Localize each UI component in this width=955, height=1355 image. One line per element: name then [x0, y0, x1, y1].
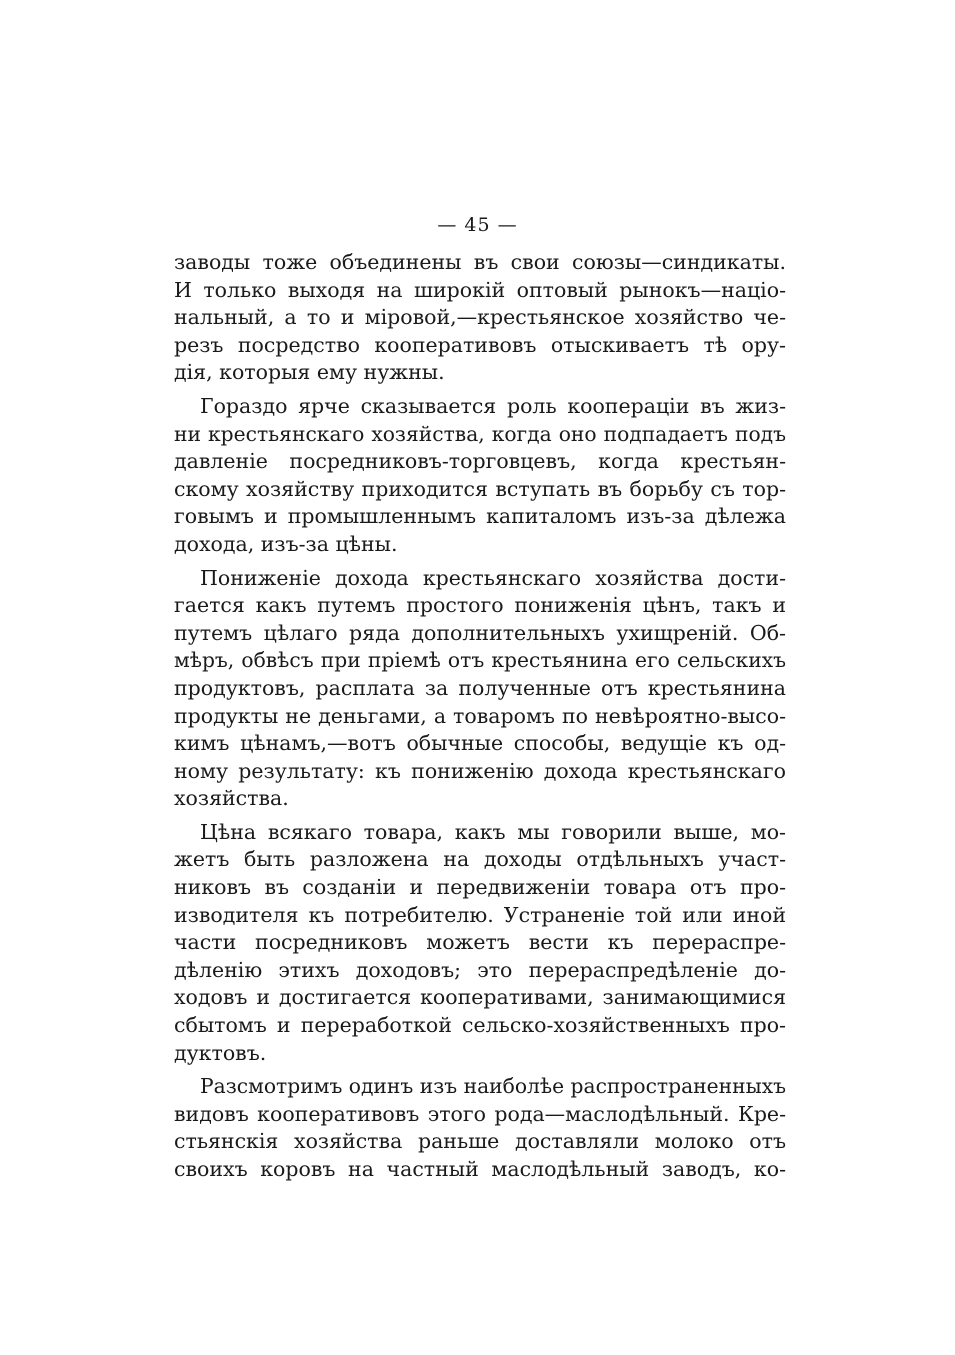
text-line: ному результату: къ пониженію дохода крестьянскаго [174, 758, 786, 783]
text-line: Пониженіе дохода крестьянскаго хозяйства дости- [200, 565, 786, 590]
text-line: дія, которыя ему нужны. [174, 360, 445, 385]
text-line: мѣръ, обвѣсъ при пріемѣ отъ крестьянина его сельскихъ [174, 648, 786, 673]
text-line: нальный, а то и міровой,—крестьянское хозяйство че- [174, 305, 786, 330]
text-line: дуктовъ. [174, 1040, 267, 1065]
text-line: дѣленію этихъ доходовъ; это перераспредѣленіе до- [174, 957, 786, 982]
text-line: своихъ коровъ на частный маслодѣльный заводъ, ко- [174, 1157, 786, 1181]
text-line: кимъ цѣнамъ,—вотъ обычные способы, ведущіе къ од- [174, 731, 786, 756]
text-line: стьянскія хозяйства раньше доставляли молоко отъ [174, 1129, 786, 1154]
text-line: гается какъ путемъ простого пониженія цѣнъ, такъ и [174, 593, 786, 618]
text-line: говымъ и промышленнымъ капиталомъ изъ-за дѣлежа [174, 504, 786, 529]
text-line: ходовъ и достигается кооперативами, занимающимися [174, 985, 786, 1010]
text-line: заводы тоже объединены въ свои союзы—синдикаты. [174, 250, 786, 274]
text-line: скому хозяйству приходится вступать въ борьбу съ тор- [174, 476, 786, 501]
text-line: Цѣна всякаго товара, какъ мы говорили выше, мо- [200, 819, 786, 844]
text-line: Гораздо ярче сказывается роль кооперацiи въ жиз- [200, 393, 786, 418]
page-number: — 45 — [437, 214, 518, 236]
text-line: дохода, изъ-за цѣны. [174, 531, 398, 556]
text-line: сбытомъ и переработкой сельско-хозяйственныхъ про- [174, 1013, 786, 1038]
text-line: резъ посредство кооперативовъ отыскиваетъ тѣ ору- [174, 332, 786, 357]
paragraph [174, 1073, 786, 1183]
text-line: части посредниковъ можетъ вести къ перераспре- [174, 930, 786, 955]
paragraph [174, 393, 786, 559]
text-line: продуктовъ, расплата за полученные отъ крестьянина [174, 675, 786, 700]
text-line: давленіе посредниковъ-торговцевъ, когда крестьян- [174, 449, 786, 474]
paragraph [174, 249, 786, 387]
paragraph [174, 565, 786, 813]
body-text [174, 249, 786, 1190]
text-line: продукты не деньгами, а товаромъ по невѣроятно-высо- [174, 703, 786, 728]
text-line: И только выходя на широкій оптовый рынокъ—націо- [174, 277, 786, 302]
text-line: изводителя къ потребителю. Устраненіе той или иной [174, 902, 786, 927]
paragraph [174, 819, 786, 1067]
text-line: путемъ цѣлаго ряда дополнительныхъ ухищреній. Об- [174, 620, 786, 645]
text-line: жетъ быть разложена на доходы отдѣльныхъ участ- [174, 847, 786, 872]
text-line: видовъ кооперативовъ этого рода—маслодѣльный. Кре- [174, 1101, 786, 1126]
text-line: никовъ въ созданіи и передвиженіи товара отъ про- [174, 875, 786, 900]
text-line: хозяйства. [174, 786, 289, 811]
text-line: Разсмотримъ одинъ изъ наиболѣе распространенныхъ [200, 1074, 786, 1099]
text-line: ни крестьянскаго хозяйства, когда оно подпадаетъ подъ [174, 421, 786, 446]
